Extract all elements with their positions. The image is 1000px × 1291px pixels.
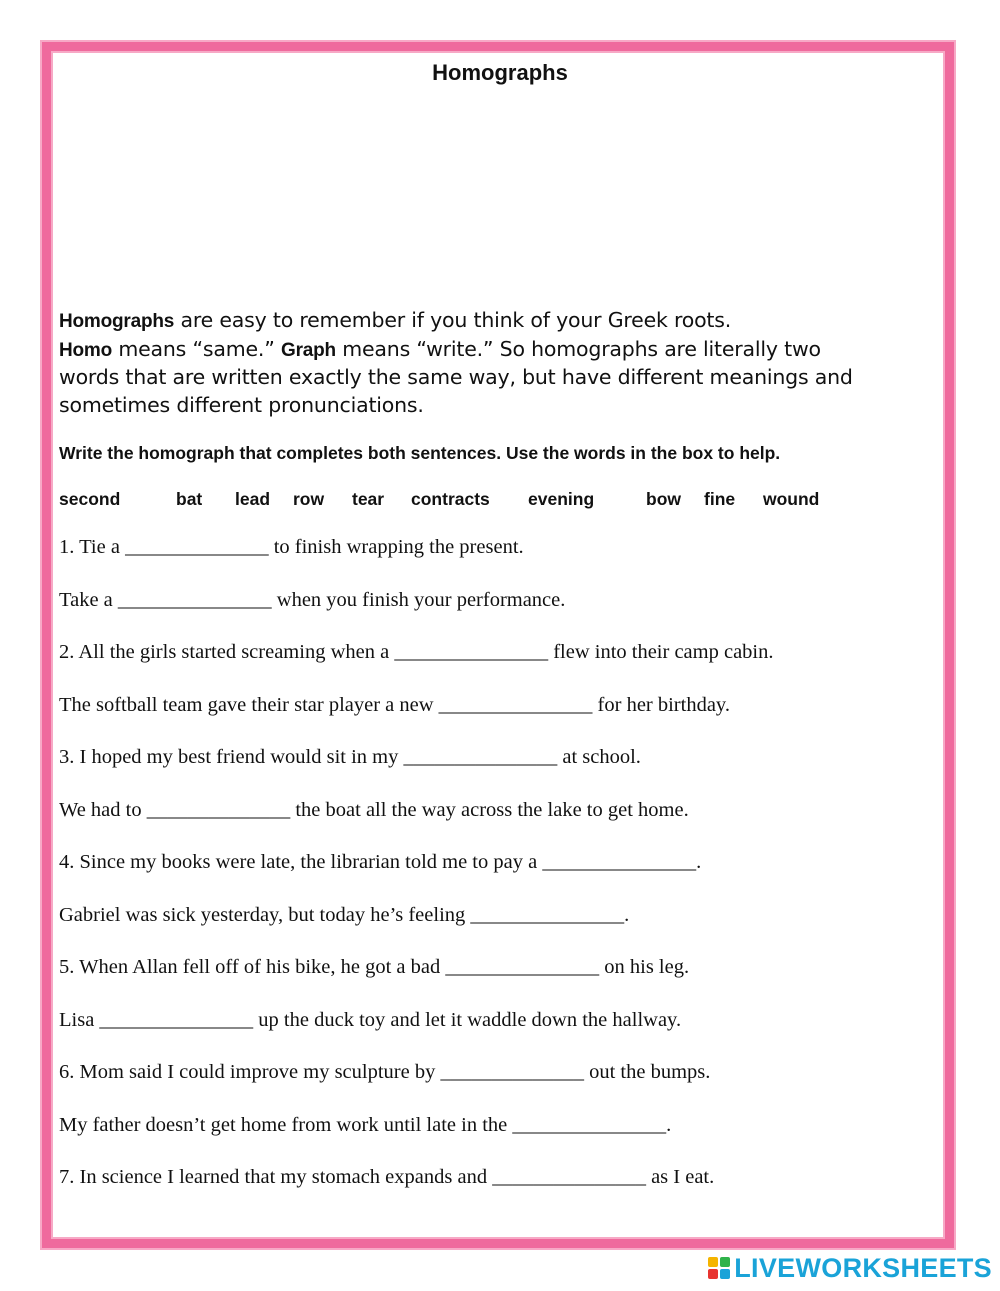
sentence-2b: The softball team gave their star player a new _______________ for her birthday. xyxy=(59,693,730,716)
word-bank xyxy=(59,489,859,511)
word-bank-item: row xyxy=(293,489,325,509)
word-bank-item: contracts xyxy=(411,489,490,509)
page-title: Homographs xyxy=(432,60,568,85)
sentence-6a: 6. Mom said I could improve my sculpture by ______________ out the bumps. xyxy=(59,1061,711,1083)
sentence-1b: Take a _______________ when you finish your performance. xyxy=(59,588,566,611)
term-graph: Graph xyxy=(280,339,336,361)
sentence-7a: 7. In science I learned that my stomach expands and _______________ as I eat. xyxy=(59,1166,715,1188)
word-bank-item: tear xyxy=(352,489,385,509)
sentence-3b: We had to ______________ the boat all the way across the lake to get home. xyxy=(59,798,689,821)
sentence-3a: 3. I hoped my best friend would sit in my _______________ at school. xyxy=(59,746,641,768)
sentence-5a: 5. When Allan fell off of his bike, he got a bad _______________ on his leg. xyxy=(59,956,690,978)
sentence-list xyxy=(59,533,939,1216)
intro-line-3: words that are written exactly the same way, but have different meanings and xyxy=(59,365,853,389)
sentence-4b: Gabriel was sick yesterday, but today he’s feeling _______________. xyxy=(59,903,630,926)
word-bank-item: evening xyxy=(528,489,595,509)
word-bank-item: lead xyxy=(235,489,271,509)
brand-name: LIVEWORKSHEETS xyxy=(734,1252,992,1283)
sentence-2a: 2. All the girls started screaming when a _______________ flew into their camp cabin. xyxy=(59,641,774,663)
liveworksheets-logo-icon xyxy=(708,1257,730,1279)
liveworksheets-brand[interactable] xyxy=(708,1253,992,1283)
term-homographs: Homographs xyxy=(59,311,175,332)
intro-paragraph xyxy=(59,307,919,419)
intro-line-2: Homo means “same.” Graph means “write.” So homographs are literally two xyxy=(59,336,821,361)
sentence-5b: Lisa _______________ up the duck toy and let it waddle down the hallway. xyxy=(59,1008,682,1031)
word-bank-item: bow xyxy=(646,489,681,509)
intro-line-4: sometimes different pronunciations. xyxy=(59,392,424,417)
instruction-text: Write the homograph that completes both sentences. Use the words in the box to help. xyxy=(59,443,781,463)
term-homo: Homo xyxy=(59,339,113,361)
sentence-6b: My father doesn’t get home from work until late in the _______________. xyxy=(59,1113,672,1136)
sentence-1a: 1. Tie a ______________ to finish wrapping the present. xyxy=(59,536,524,558)
sentence-4a: 4. Since my books were late, the librarian told me to pay a _______________. xyxy=(59,851,702,873)
word-bank-item: bat xyxy=(176,489,203,509)
intro-line-1: Homographs are easy to remember if you think of your Greek roots. xyxy=(59,308,732,332)
word-bank-item: wound xyxy=(763,489,820,509)
word-bank-item: fine xyxy=(704,489,736,509)
word-bank-item: second xyxy=(59,489,121,509)
